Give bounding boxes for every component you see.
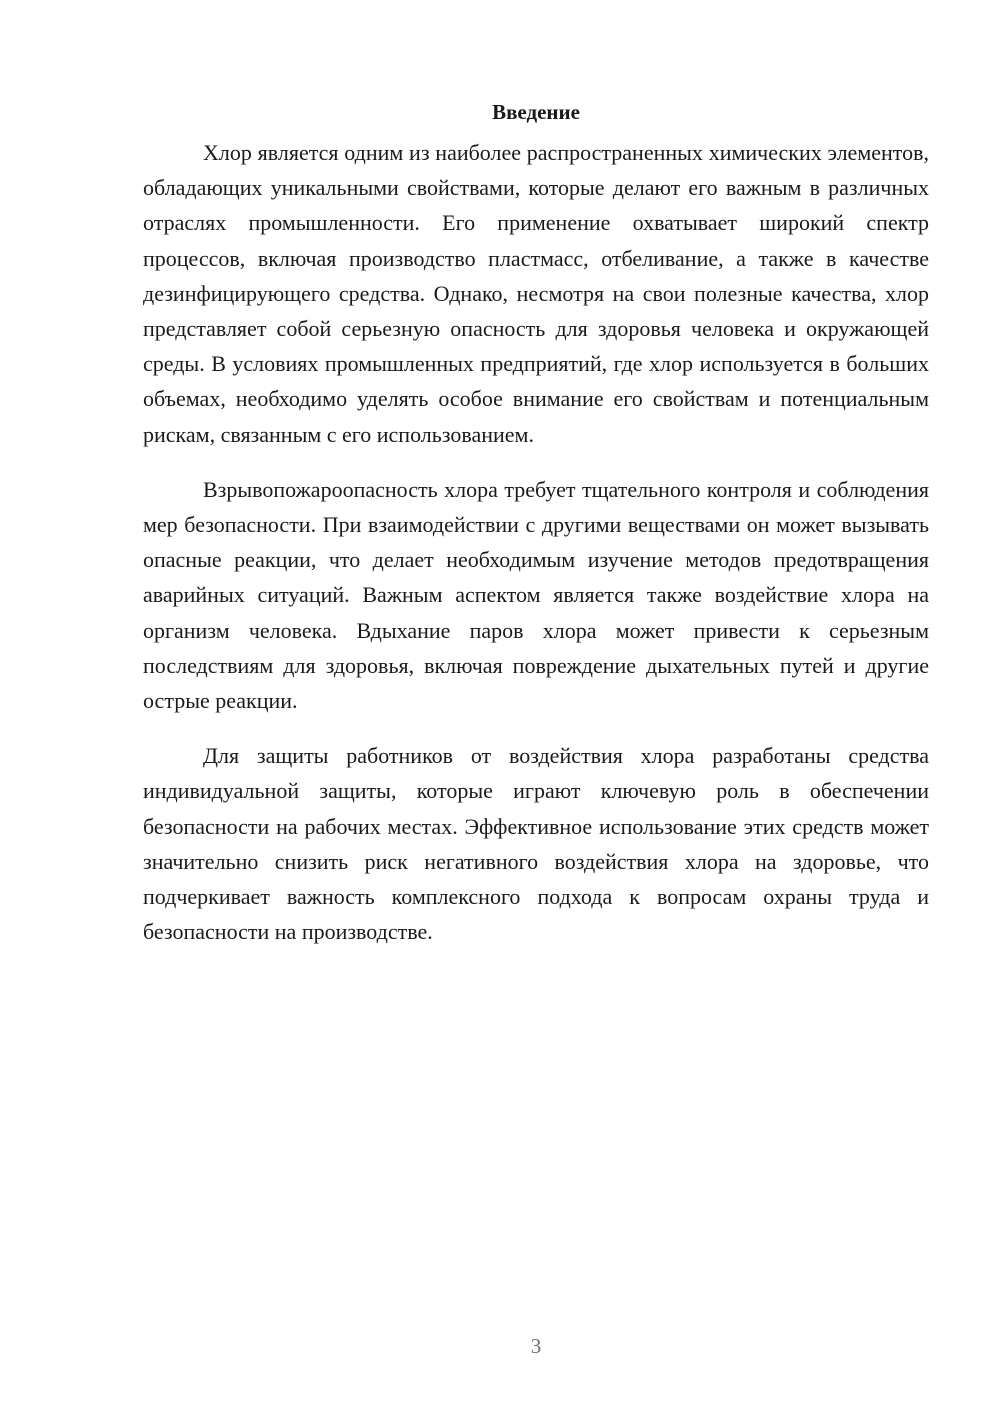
paragraph-1: Хлор является одним из наиболее распространенных химических элементов, обладающих уникальными свойствами, которые делают его важным в различных отраслях промышленности. Его применение охватывает широкий спектр процессов, включая производство пластмасс, отбеливание, а также в качестве дезинфицирующего средства. Однако, несмотря на свои полезные качества, хлор представляет собой серьезную опасность для здоровья человека и окружающей среды. В условиях промышленных предприятий, где хлор используется в больших объемах, необходимо уделять особое внимание его свойствам и потенциальным рискам, связанным с его использованием. [143, 140, 929, 447]
page-number: 3 [530, 1334, 542, 1358]
paragraph-2: Взрывопожароопасность хлора требует тщательного контроля и соблюдения мер безопасности. При взаимодействии с другими веществами он может вызывать опасные реакции, что делает необходимым изучение методов предотвращения аварийных ситуаций. Важным аспектом является также воздействие хлора на организм человека. Вдыхание паров хлора может привести к серьезным последствиям для здоровья, включая повреждение дыхательных путей и другие острые реакции. [143, 476, 929, 714]
paragraph-3: Для защиты работников от воздействия хлора разработаны средства индивидуальной защиты, которые играют ключевую роль в обеспечении безопасности на рабочих местах. Эффективное использование этих средств может значительно снизить риск негативного воздействия хлора на здоровье, что подчеркивает важность комплексного подхода к вопросам охраны труда и безопасности на производстве. [143, 743, 929, 945]
section-heading: Введение [492, 100, 580, 124]
page-content [143, 98, 929, 969]
